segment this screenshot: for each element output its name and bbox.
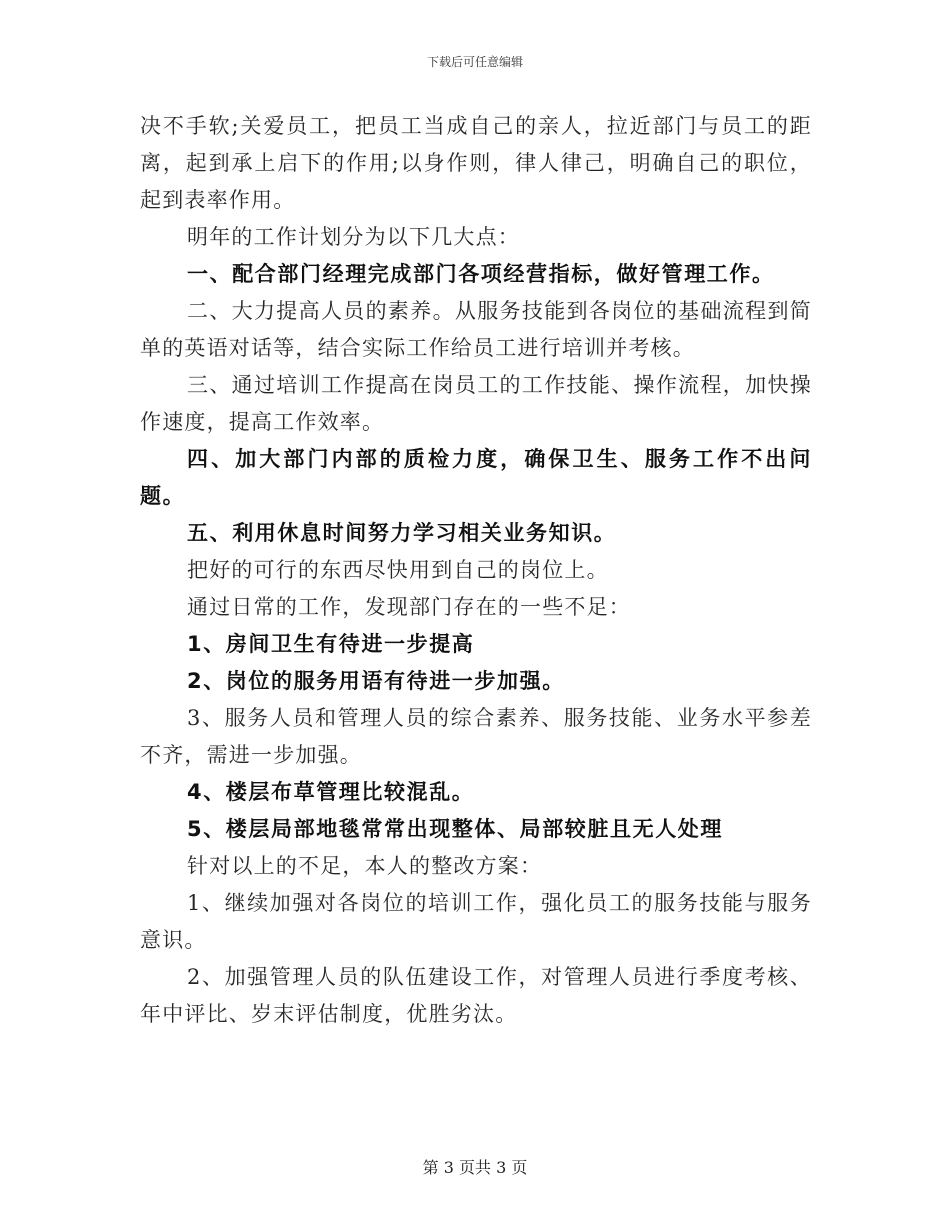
page-footer: 第 3 页共 3 页 <box>422 1158 528 1177</box>
paragraph-6: 四、加大部门内部的质检力度，确保卫生、服务工作不出问题。 <box>140 447 812 508</box>
paragraph-9: 通过日常的工作，发现部门存在的一些不足： <box>187 595 631 619</box>
paragraph-17: 2、加强管理人员的队伍建设工作，对管理人员进行季度考核、年中评比、岁末评估制度，优胜劣汰。 <box>140 965 812 1026</box>
paragraph-11: 2、岗位的服务用语有待进一步加强。 <box>187 669 565 693</box>
paragraph-5: 三、通过培训工作提高在岗员工的工作技能、操作流程，加快操作速度，提高工作效率。 <box>140 373 812 434</box>
document-body <box>140 108 812 1033</box>
paragraph-8: 把好的可行的东西尽快用到自己的岗位上。 <box>187 558 609 582</box>
paragraph-2: 明年的工作计划分为以下几大点： <box>187 225 520 249</box>
paragraph-15: 针对以上的不足，本人的整改方案： <box>187 854 543 878</box>
paragraph-14: 5、楼层局部地毯常常出现整体、局部较脏且无人处理 <box>187 817 724 841</box>
paragraph-13: 4、楼层布草管理比较混乱。 <box>187 780 475 804</box>
paragraph-7: 五、利用休息时间努力学习相关业务知识。 <box>187 521 617 545</box>
paragraph-1: 决不手软;关爱员工，把员工当成自己的亲人，拉近部门与员工的距离，起到承上启下的作用;以身作则，律人律己，明确自己的职位，起到表率作用。 <box>140 114 812 212</box>
page-header: 下载后可任意编辑 <box>426 55 523 69</box>
paragraph-3: 一、配合部门经理完成部门各项经营指标，做好管理工作。 <box>187 262 775 286</box>
paragraph-12: 3、服务人员和管理人员的综合素养、服务技能、业务水平参差不齐，需进一步加强。 <box>140 706 812 767</box>
paragraph-16: 1、继续加强对各岗位的培训工作，强化员工的服务技能与服务意识。 <box>140 891 812 952</box>
paragraph-4: 二、大力提高人员的素养。从服务技能到各岗位的基础流程到简单的英语对话等，结合实际工作给员工进行培训并考核。 <box>140 299 812 360</box>
paragraph-10: 1、房间卫生有待进一步提高 <box>187 632 475 656</box>
